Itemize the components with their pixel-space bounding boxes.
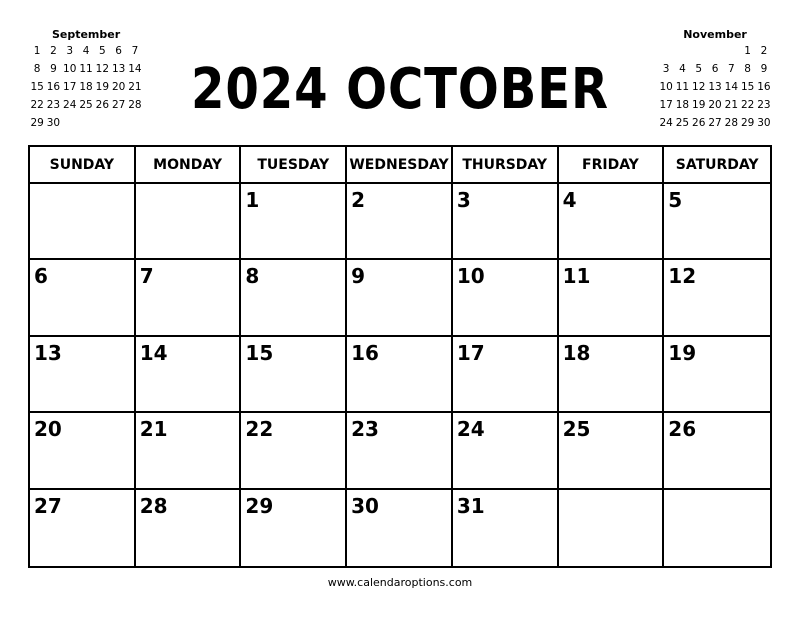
day-cell bbox=[136, 490, 242, 566]
day-number: 14 bbox=[139, 340, 168, 365]
mini-calendar-day: 27 bbox=[111, 99, 126, 111]
day-cell bbox=[453, 184, 559, 260]
day-cell bbox=[136, 260, 242, 336]
mini-calendar-day: 12 bbox=[95, 63, 110, 75]
mini-calendar-day: 19 bbox=[95, 81, 110, 93]
mini-calendar-day: 16 bbox=[46, 81, 61, 93]
day-cell bbox=[453, 337, 559, 413]
weekday-header-tuesday: TUESDAY bbox=[241, 147, 347, 184]
mini-calendar-day: 22 bbox=[30, 99, 44, 111]
weekday-header-sunday: SUNDAY bbox=[30, 147, 136, 184]
mini-calendar-day: 23 bbox=[46, 99, 61, 111]
day-cell bbox=[559, 260, 665, 336]
mini-calendar-day: 9 bbox=[760, 63, 768, 75]
mini-calendar-day: 18 bbox=[675, 99, 690, 111]
day-cell bbox=[559, 413, 665, 489]
mini-calendar-day: 30 bbox=[46, 117, 61, 129]
mini-calendar-day: 19 bbox=[692, 99, 706, 111]
mini-calendar-day: 21 bbox=[128, 81, 142, 93]
mini-calendar-day: 26 bbox=[95, 99, 110, 111]
weekday-header-thursday: THURSDAY bbox=[453, 147, 559, 184]
day-number: 28 bbox=[139, 493, 168, 518]
mini-calendar-day: 1 bbox=[744, 45, 751, 57]
day-number: 22 bbox=[245, 417, 274, 442]
mini-calendar-day: 28 bbox=[128, 99, 142, 111]
mini-calendar-day: 25 bbox=[675, 117, 690, 129]
mini-calendar-day: 6 bbox=[115, 45, 122, 57]
mini-calendar-day: 1 bbox=[33, 45, 41, 57]
mini-calendar-day: 6 bbox=[711, 63, 719, 75]
day-number: 25 bbox=[562, 417, 591, 442]
month-calendar-grid bbox=[28, 145, 772, 568]
mini-calendar-day: 24 bbox=[659, 117, 673, 129]
day-cell bbox=[241, 490, 347, 566]
mini-calendar-day: 13 bbox=[111, 63, 126, 75]
day-number: 21 bbox=[139, 417, 168, 442]
mini-calendar-day: 4 bbox=[82, 45, 90, 57]
day-cell bbox=[559, 184, 665, 260]
day-number: 17 bbox=[456, 340, 485, 365]
mini-calendar-day: 11 bbox=[675, 81, 690, 93]
mini-calendar-title: November bbox=[683, 28, 747, 41]
day-cell bbox=[664, 260, 770, 336]
weekday-header-saturday: SATURDAY bbox=[664, 147, 770, 184]
mini-calendar-day: 30 bbox=[757, 117, 771, 129]
day-number: 2 bbox=[351, 188, 366, 212]
day-number: 6 bbox=[34, 264, 48, 289]
day-number: 27 bbox=[34, 493, 62, 518]
mini-calendar-day: 7 bbox=[727, 63, 735, 75]
mini-calendar-day: 23 bbox=[757, 99, 771, 111]
day-number: 7 bbox=[139, 264, 154, 289]
day-cell bbox=[347, 184, 453, 260]
day-number: 11 bbox=[562, 264, 591, 289]
day-number: 12 bbox=[668, 264, 697, 289]
mini-calendar-day: 5 bbox=[695, 63, 703, 75]
day-number: 29 bbox=[245, 493, 274, 518]
day-number: 1 bbox=[245, 188, 260, 212]
day-cell bbox=[241, 337, 347, 413]
mini-calendar-day: 2 bbox=[50, 45, 57, 57]
day-number: 23 bbox=[351, 417, 379, 442]
mini-calendar-day: 17 bbox=[659, 99, 673, 111]
mini-calendar-day: 8 bbox=[744, 63, 751, 75]
day-number: 19 bbox=[668, 340, 697, 365]
mini-calendar-day: 14 bbox=[724, 81, 739, 93]
weekday-header-friday: FRIDAY bbox=[559, 147, 665, 184]
mini-calendar-day: 11 bbox=[79, 63, 93, 75]
day-cell bbox=[241, 184, 347, 260]
mini-calendar-day: 3 bbox=[66, 45, 74, 57]
day-number: 31 bbox=[456, 493, 485, 518]
day-cell bbox=[453, 413, 559, 489]
day-number: 5 bbox=[668, 188, 683, 212]
mini-calendar-day: 5 bbox=[98, 45, 106, 57]
day-cell bbox=[30, 413, 136, 489]
mini-calendar-day: 15 bbox=[30, 81, 44, 93]
mini-calendar-day: 26 bbox=[692, 117, 706, 129]
mini-calendar-day: 16 bbox=[757, 81, 771, 93]
mini-calendar-day: 3 bbox=[662, 63, 670, 75]
mini-calendar-day: 28 bbox=[724, 117, 739, 129]
day-cell bbox=[347, 490, 453, 566]
mini-calendar-day: 18 bbox=[79, 81, 93, 93]
day-cell bbox=[453, 490, 559, 566]
mini-calendar-day: 29 bbox=[30, 117, 44, 129]
footer-website: www.calendaroptions.com bbox=[327, 576, 473, 589]
day-cell bbox=[347, 337, 453, 413]
page-title: 2024 OCTOBER bbox=[191, 57, 609, 122]
day-number: 24 bbox=[456, 417, 485, 442]
day-number: 20 bbox=[34, 417, 62, 442]
mini-calendar-day: 10 bbox=[63, 63, 77, 75]
mini-calendar-day: 4 bbox=[679, 63, 686, 75]
day-cell bbox=[30, 490, 136, 566]
empty-day-cell bbox=[559, 490, 665, 566]
day-cell bbox=[664, 337, 770, 413]
day-cell bbox=[453, 260, 559, 336]
day-cell bbox=[241, 413, 347, 489]
mini-calendar-day: 17 bbox=[63, 81, 77, 93]
mini-calendar-day: 20 bbox=[111, 81, 126, 93]
day-cell bbox=[30, 260, 136, 336]
day-number: 8 bbox=[245, 264, 260, 289]
mini-calendar-day: 9 bbox=[50, 63, 57, 75]
mini-calendar-day: 25 bbox=[79, 99, 93, 111]
weekday-header-wednesday: WEDNESDAY bbox=[347, 147, 453, 184]
day-cell bbox=[136, 413, 242, 489]
day-cell bbox=[136, 337, 242, 413]
day-number: 10 bbox=[456, 264, 485, 289]
empty-day-cell bbox=[30, 184, 136, 260]
day-cell bbox=[664, 184, 770, 260]
mini-calendar-day: 12 bbox=[692, 81, 706, 93]
day-number: 16 bbox=[351, 340, 379, 365]
day-number: 3 bbox=[456, 188, 471, 212]
day-number: 4 bbox=[562, 188, 577, 212]
day-number: 30 bbox=[351, 493, 379, 518]
day-cell bbox=[347, 260, 453, 336]
mini-calendar-day: 7 bbox=[131, 45, 139, 57]
mini-calendar-day: 22 bbox=[740, 99, 755, 111]
day-cell bbox=[559, 337, 665, 413]
mini-calendar-day: 14 bbox=[128, 63, 142, 75]
empty-day-cell bbox=[136, 184, 242, 260]
day-number: 15 bbox=[245, 340, 274, 365]
day-cell bbox=[347, 413, 453, 489]
day-cell bbox=[30, 337, 136, 413]
mini-calendar-day: 29 bbox=[740, 117, 755, 129]
mini-calendar-day: 20 bbox=[708, 99, 722, 111]
day-cell bbox=[241, 260, 347, 336]
mini-calendar-day: 8 bbox=[33, 63, 41, 75]
mini-calendar-day: 2 bbox=[760, 45, 768, 57]
day-number: 26 bbox=[668, 417, 697, 442]
day-cell bbox=[664, 413, 770, 489]
day-number: 18 bbox=[562, 340, 591, 365]
mini-calendar-day: 10 bbox=[659, 81, 673, 93]
mini-calendar-title: September bbox=[51, 28, 121, 41]
mini-calendar-day: 24 bbox=[63, 99, 77, 111]
mini-calendar-day: 13 bbox=[708, 81, 722, 93]
weekday-header-monday: MONDAY bbox=[136, 147, 242, 184]
day-number: 13 bbox=[34, 340, 62, 365]
mini-calendar-day: 21 bbox=[724, 99, 739, 111]
day-number: 9 bbox=[351, 264, 366, 289]
mini-calendar-day: 27 bbox=[708, 117, 722, 129]
mini-calendar-day: 15 bbox=[740, 81, 755, 93]
empty-day-cell bbox=[664, 490, 770, 566]
